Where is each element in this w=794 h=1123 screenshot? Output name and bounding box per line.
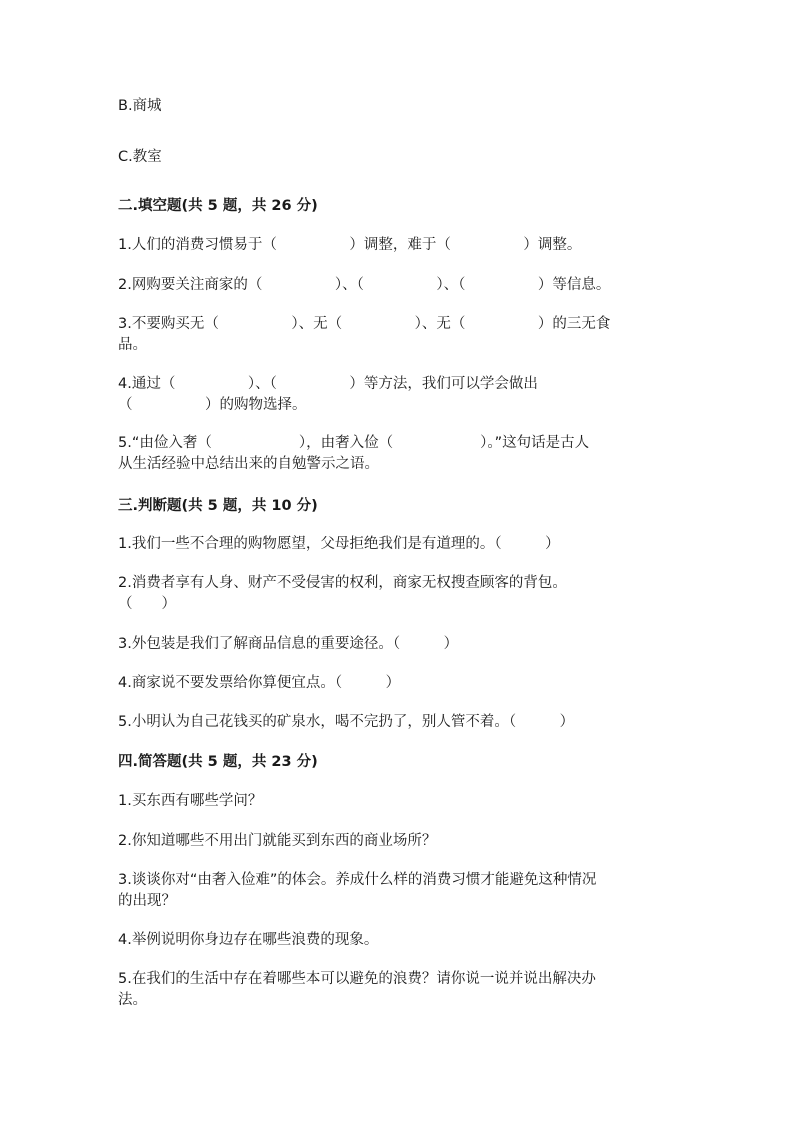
- section-heading-short-answer: 四.简答题(共 5 题，共 23 分): [118, 754, 318, 770]
- short-answer-question-2: 2.你知道哪些不用出门就能买到东西的商业场所？: [118, 833, 437, 849]
- fill-blank-question-5-line-1: 5.“由俭入奢（ ），由奢入俭（ ）。”这句话是古人: [118, 435, 590, 451]
- section-heading-fill-blank: 二.填空题(共 5 题，共 26 分): [118, 198, 318, 214]
- judgment-question-5: 5.小明认为自己花钱买的矿泉水，喝不完扔了，别人管不着。（ ）: [118, 714, 575, 730]
- option-b: B.商城: [118, 98, 162, 114]
- short-answer-question-5-line-1: 5.在我们的生活中存在着哪些本可以避免的浪费？请你说一说并说出解决办: [118, 971, 596, 987]
- fill-blank-question-1: 1.人们的消费习惯易于（ ）调整，难于（ ）调整。: [118, 237, 582, 253]
- short-answer-question-3-line-1: 3.谈谈你对“由奢入俭难”的体会。养成什么样的消费习惯才能避免这种情况: [118, 872, 597, 888]
- judgment-question-2-line-2: （ ）: [118, 596, 176, 612]
- section-heading-judgment: 三.判断题(共 5 题，共 10 分): [118, 498, 318, 514]
- option-c: C.教室: [118, 149, 162, 165]
- short-answer-question-4: 4.举例说明你身边存在哪些浪费的现象。: [118, 932, 379, 948]
- short-answer-question-5-line-2: 法。: [118, 992, 147, 1008]
- judgment-question-4: 4.商家说不要发票给你算便宜点。（ ）: [118, 675, 401, 691]
- short-answer-question-1: 1.买东西有哪些学问？: [118, 793, 263, 809]
- fill-blank-question-3-line-1: 3.不要购买无（ ）、无（ ）、无（ ）的三无食: [118, 316, 611, 332]
- judgment-question-1: 1.我们一些不合理的购物愿望，父母拒绝我们是有道理的。（ ）: [118, 536, 560, 552]
- fill-blank-question-3-line-2: 品。: [118, 337, 147, 353]
- fill-blank-question-5-line-2: 从生活经验中总结出来的自勉警示之语。: [118, 456, 379, 472]
- judgment-question-2-line-1: 2.消费者享有人身、财产不受侵害的权利，商家无权搜查顾客的背包。: [118, 575, 567, 591]
- short-answer-question-3-line-2: 的出现？: [118, 893, 176, 909]
- judgment-question-3: 3.外包装是我们了解商品信息的重要途径。（ ）: [118, 636, 459, 652]
- fill-blank-question-2: 2.网购要关注商家的（ ）、（ ）、（ ）等信息。: [118, 277, 611, 293]
- fill-blank-question-4-line-2: （ ）的购物选择。: [118, 397, 307, 413]
- fill-blank-question-4-line-1: 4.通过（ ）、（ ）等方法，我们可以学会做出: [118, 376, 538, 392]
